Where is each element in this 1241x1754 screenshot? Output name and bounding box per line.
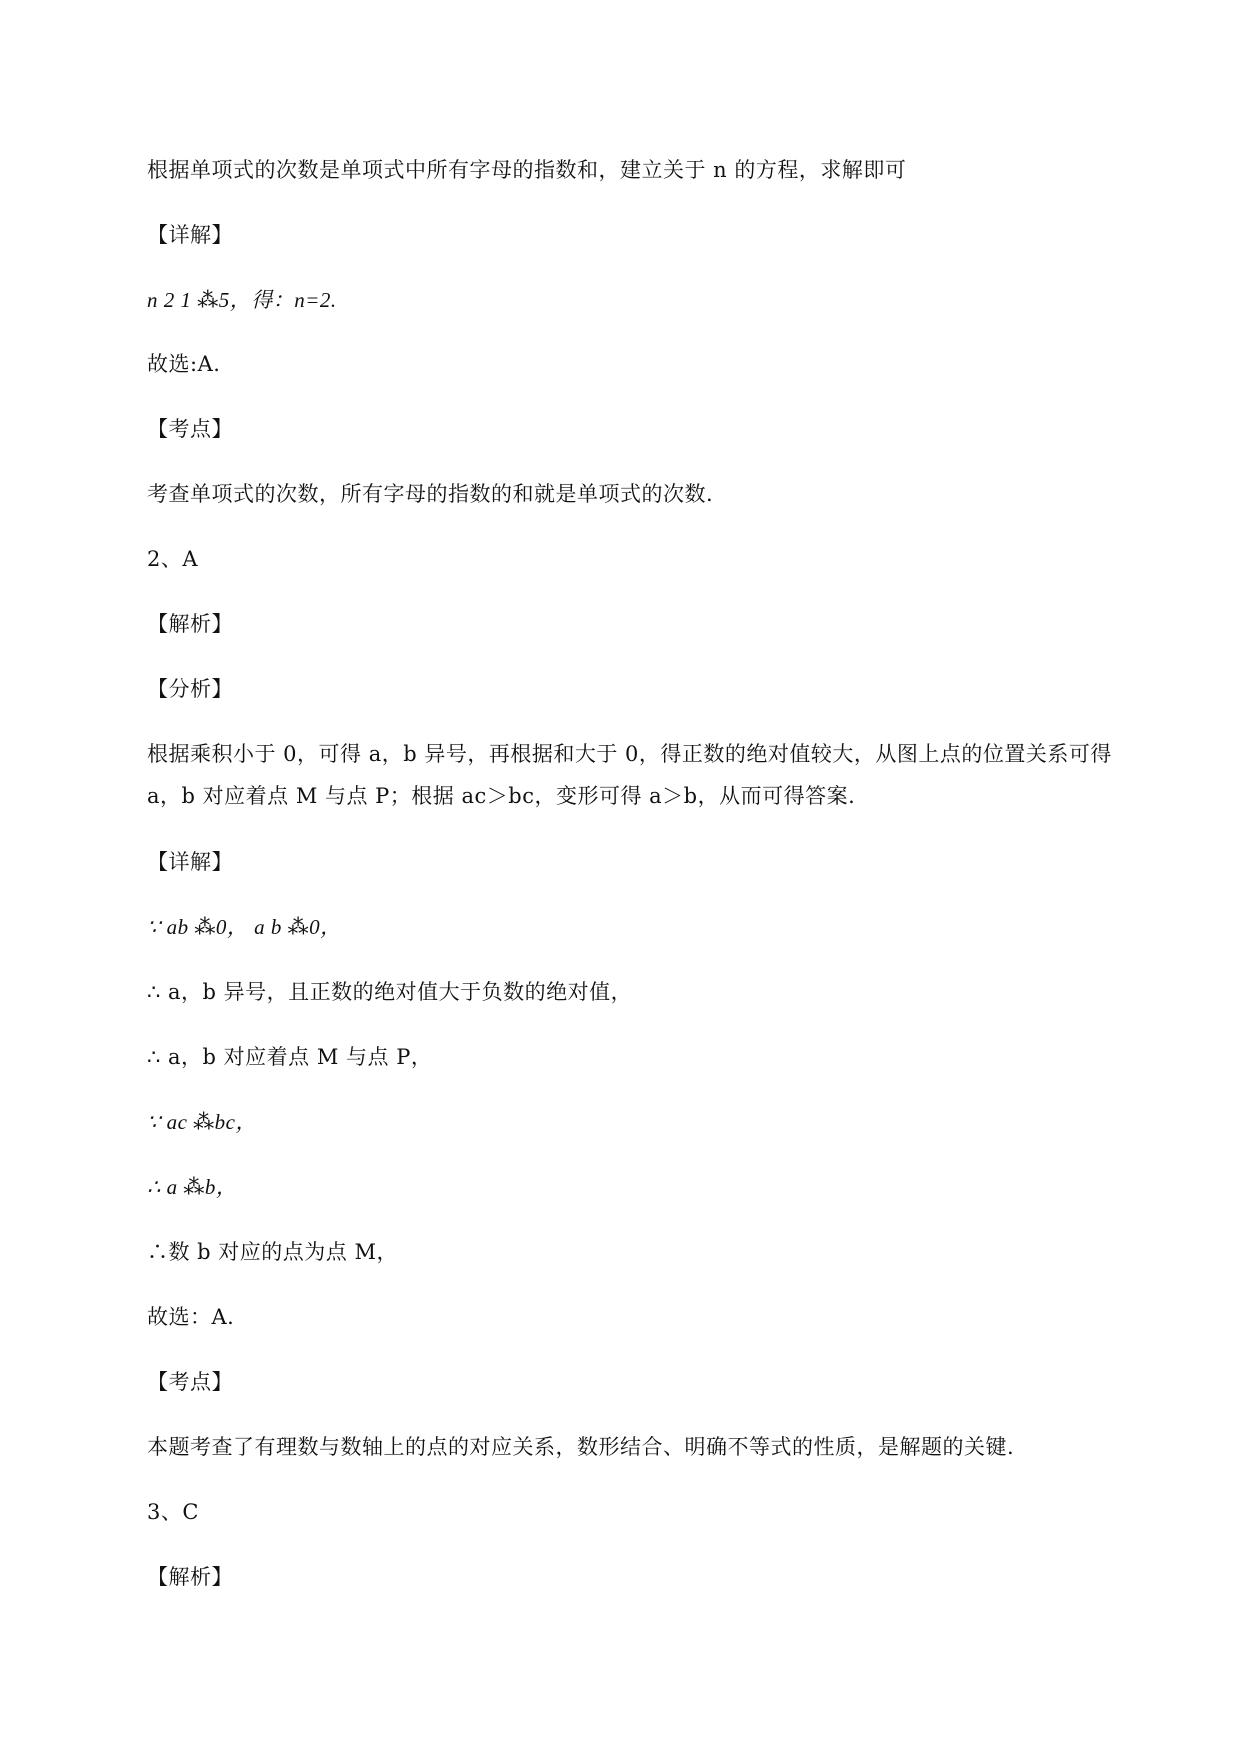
text-line: 本题考查了有理数与数轴上的点的对应关系，数形结合、明确不等式的性质，是解题的关键. xyxy=(147,1435,1015,1459)
question-number: 3、C xyxy=(147,1500,199,1524)
section-heading: 【详解】 xyxy=(147,223,233,247)
section-heading: 【分析】 xyxy=(147,677,233,701)
text-line: 根据单项式的次数是单项式中所有字母的指数和，建立关于 n 的方程，求解即可 xyxy=(147,158,907,182)
text-line: 根据乘积小于 0，可得 a，b 异号，再根据和大于 0，得正数的绝对值较大，从图上点的位置关系可得 xyxy=(147,742,1112,766)
equation-line: ∵ ac ⁂bc， xyxy=(147,1110,258,1134)
text-line: 故选:A. xyxy=(147,352,221,376)
section-heading: 【解析】 xyxy=(147,612,233,636)
text-line: ∴数 b 对应的点为点 M， xyxy=(147,1240,398,1264)
text-line: ∴ a，b 对应着点 M 与点 P， xyxy=(147,1045,433,1069)
section-heading: 【详解】 xyxy=(147,850,233,874)
question-number: 2、A xyxy=(147,547,199,571)
text-line: 考查单项式的次数，所有字母的指数的和就是单项式的次数. xyxy=(147,482,714,506)
text-line: a，b 对应着点 M 与点 P；根据 ac＞bc，变形可得 a＞b，从而可得答案. xyxy=(147,784,856,808)
section-heading: 【考点】 xyxy=(147,417,233,441)
section-heading: 【解析】 xyxy=(147,1565,233,1589)
equation-line: n 2 1 ⁂5，得：n=2. xyxy=(147,288,337,312)
equation-line: ∵ ab ⁂0， a b ⁂0， xyxy=(147,915,342,939)
equation-line: ∴ a ⁂b， xyxy=(147,1175,238,1199)
section-heading: 【考点】 xyxy=(147,1370,233,1394)
text-line: 故选：A. xyxy=(147,1305,235,1329)
text-line: ∴ a，b 异号，且正数的绝对值大于负数的绝对值， xyxy=(147,980,633,1004)
